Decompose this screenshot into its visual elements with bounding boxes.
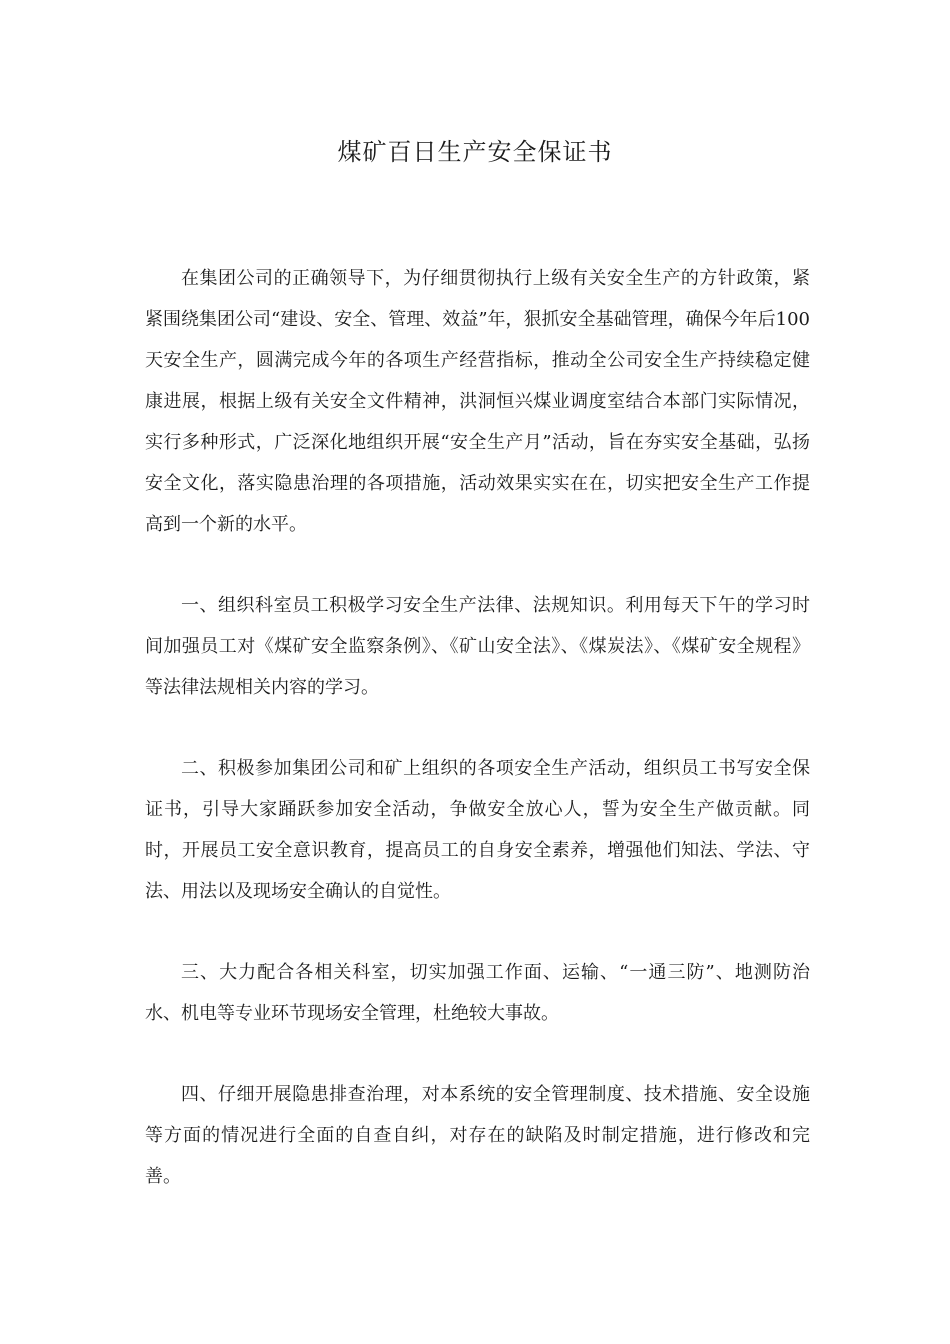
paragraph-item-3: 三、大力配合各相关科室，切实加强工作面、运输、“一通三防”、地测防治水、机电等专业环节现场安全管理，杜绝较大事故。 (145, 962, 810, 1024)
paragraph-item-4: 四、仔细开展隐患排查治理，对本系统的安全管理制度、技术措施、安全设施等方面的情况进行全面的自查自纠，对存在的缺陷及时制定措施，进行修改和完善。 (145, 1084, 810, 1187)
document-title: 煤矿百日生产安全保证书 (337, 138, 613, 166)
paragraph-item-2: 二、积极参加集团公司和矿上组织的各项安全生产活动，组织员工书写安全保证书，引导大家踊跃参加安全活动，争做安全放心人，誓为安全生产做贡献。同时，开展员工安全意识教育，提高员工的自身安全素养，增强他们知法、学法、守法、用法以及现场安全确认的自觉性。 (145, 758, 810, 902)
document-body (145, 258, 810, 1237)
paragraph-item-1: 一、组织科室员工积极学习安全生产法律、法规知识。利用每天下午的学习时间加强员工对《煤矿安全监察条例》、《矿山安全法》、《煤炭法》、《煤矿安全规程》等法律法规相关内容的学习。 (145, 595, 810, 698)
paragraph-intro: 在集团公司的正确领导下，为仔细贯彻执行上级有关安全生产的方针政策，紧紧围绕集团公司“建设、安全、管理、效益”年，狠抓安全基础管理，确保今年后100天安全生产，圆满完成今年的各项生产经营指标，推动全公司安全生产持续稳定健康进展，根据上级有关安全文件精神，洪洞恒兴煤业调度室结合本部门实际情况，实行多种形式，广泛深化地组织开展“安全生产月”活动，旨在夯实安全基础，弘扬安全文化，落实隐患治理的各项措施，活动效果实实在在，切实把安全生产工作提高到一个新的水平。 (145, 268, 810, 535)
